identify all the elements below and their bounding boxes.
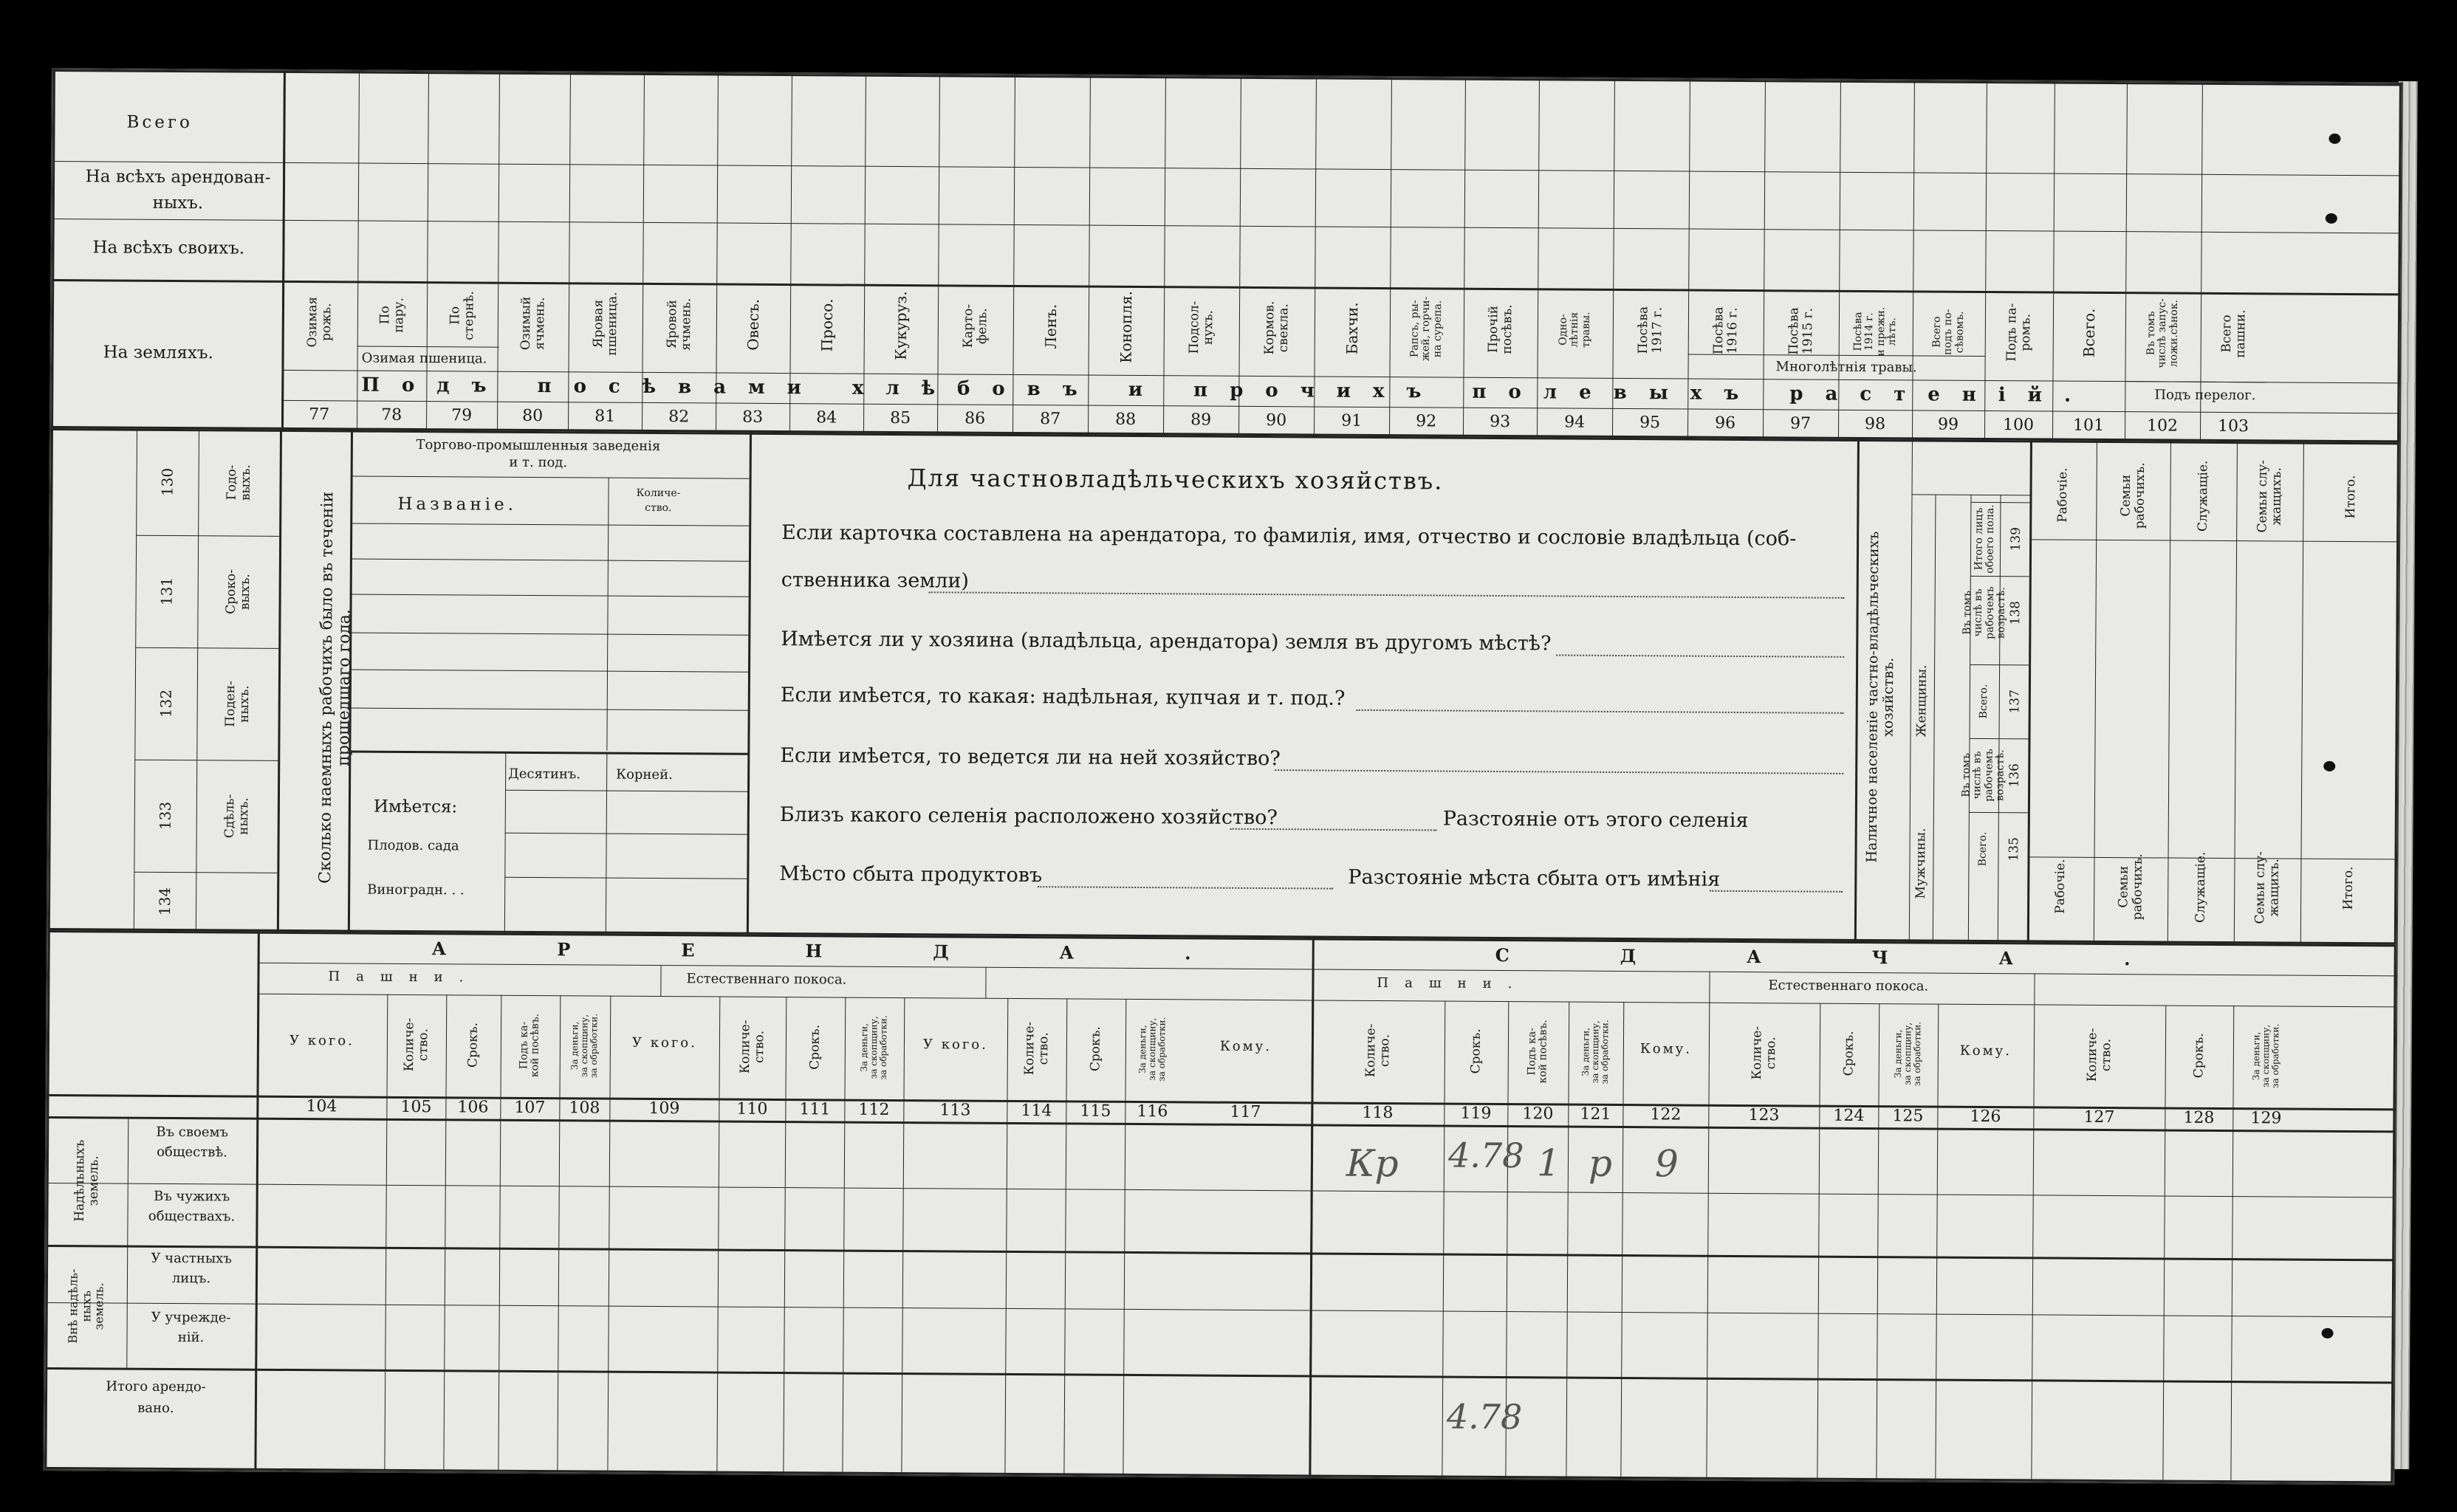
lease-col-number: 126 <box>1970 1107 2001 1127</box>
livestock-number: 134 <box>155 887 174 916</box>
trade-name-header: Названіе. <box>397 494 518 515</box>
lease-col-header: Количе- ство. <box>738 1020 767 1074</box>
trade-title: Торгово-промышленныя заведенія и т. под. <box>416 437 661 471</box>
livestock-label: Годо- выхъ. <box>224 464 253 501</box>
vne-nadelnye-group: Внѣ надѣль- ныхъ земель. <box>66 1268 106 1344</box>
lease-col-header: Кому. <box>1959 1042 2012 1059</box>
imeetsya-label: Имѣется: <box>373 797 458 817</box>
lease-col-number: 120 <box>1522 1104 1554 1124</box>
lease-col-number: 118 <box>1362 1103 1394 1123</box>
livestock-label: Поден- ныхъ. <box>222 681 252 727</box>
crop-col-label: Озимый ячмень. <box>518 296 548 351</box>
pop-col-label: Въ томъ числѣ въ рабочемъ возрастѣ. <box>1961 586 2008 639</box>
lease-col-header: Срокъ. <box>1841 1031 1857 1076</box>
workers-title: Сколько наемныхъ рабочихъ было въ теченіи прошедшаго года. <box>316 491 354 884</box>
lease-col-header: За деньги, за скопщину, за обработки. <box>1580 1020 1611 1085</box>
crop-col-label: Кукуруз. <box>891 291 911 360</box>
lease-col-number: 123 <box>1748 1106 1780 1125</box>
pod-perelog-label: Подъ перелог. <box>2154 387 2256 404</box>
lease-col-number: 107 <box>514 1098 546 1118</box>
lease-col-number: 113 <box>939 1101 971 1120</box>
staff-col-label-bottom: Рабочіе. <box>2052 859 2069 914</box>
trade-qty-header: Количе- ство. <box>636 487 681 514</box>
pop-col-number: 138 <box>2008 600 2023 625</box>
livestock-number: 133 <box>156 801 174 831</box>
crop-col-label: Посѣва 1915 г. <box>1786 307 1816 355</box>
pod-posevami-heading: Подъ посѣвами хлѣбовъ и прочихъ полевыхъ растеній. <box>361 374 2094 407</box>
punch-hole <box>2322 1328 2334 1339</box>
crop-col-label: Въ томъ числѣ запус- ложи.сѣнок. <box>2145 298 2180 368</box>
crop-col-label: Одно- лѣтнія травы. <box>1557 312 1592 348</box>
lease-col-header: Срокъ. <box>807 1024 823 1070</box>
livestock-number: 131 <box>157 577 176 606</box>
lease-col-number: 115 <box>1080 1102 1111 1121</box>
row-uchrezhd: У учрежде- ній. <box>151 1309 231 1346</box>
staff-col-label-top: Семьи рабочихъ. <box>2118 462 2148 529</box>
crop-col-label: Озимая рожь. <box>305 296 335 348</box>
crop-col-label: Подъ па- ромъ. <box>2004 303 2034 362</box>
crop-col-number: 88 <box>1115 410 1137 429</box>
lease-col-header: За деньги, за скопщину, за обработки. <box>2250 1023 2281 1089</box>
punch-hole <box>2329 134 2340 144</box>
lease-col-number: 127 <box>2083 1107 2115 1127</box>
crop-col-number: 78 <box>381 405 402 425</box>
lease-col-number: 109 <box>648 1099 680 1118</box>
crop-col-number: 94 <box>1564 413 1586 432</box>
crop-col-label: Посѣва 1917 г. <box>1635 306 1665 354</box>
crop-col-label: Прочій посѣвъ. <box>1485 304 1515 354</box>
crop-col-number: 97 <box>1790 414 1812 433</box>
row-chuzhih: Въ чужихъ обществахъ. <box>148 1188 236 1225</box>
row-total-leased: Итого арендо- вано. <box>106 1378 206 1416</box>
lease-col-header: У кого. <box>289 1032 354 1049</box>
lease-col-number: 106 <box>457 1098 489 1117</box>
crop-col-label: Посѣва 1916 г. <box>1710 306 1741 355</box>
pop-col-label: Въ томъ числѣ въ рабочемъ возрастѣ. <box>1960 749 2007 802</box>
sdacha-pokos: Естественнаго покоса. <box>1768 977 1929 994</box>
question-market-distance: Разстояніе мѣста сбыта отъ имѣнія <box>1348 865 1721 891</box>
crop-col-number: 83 <box>742 408 764 427</box>
question-village-distance: Разстояніе отъ этого селенія <box>1442 807 1749 833</box>
men-label: Мужчины. <box>1913 828 1929 899</box>
livestock-number: 130 <box>158 467 177 497</box>
staff-col-label-top: Рабочіе. <box>2055 467 2071 523</box>
crop-col-number: 87 <box>1040 410 1061 429</box>
lease-col-header: Количе- ство. <box>1022 1021 1052 1076</box>
crop-col-number: 100 <box>2003 416 2035 435</box>
crop-col-label: Овесъ. <box>744 298 763 351</box>
lease-col-header: Количе- ство. <box>1363 1023 1393 1078</box>
crop-col-number: 91 <box>1341 411 1363 430</box>
question-owner-line2: ственника земли) <box>781 568 970 593</box>
lease-col-header: Срокъ. <box>1088 1026 1103 1072</box>
row-label-total: Всего <box>126 112 193 133</box>
question-other-land: Имѣется ли у хозяина (владѣльца, арендатора) земля въ другомъ мѣстѣ? <box>781 628 1552 656</box>
lease-col-number: 117 <box>1230 1102 1261 1122</box>
lease-col-header: Количе- ство. <box>402 1017 431 1072</box>
crop-col-label: Всего подъ по- сѣвомъ. <box>1930 309 1966 355</box>
crop-col-number: 89 <box>1190 410 1212 430</box>
punch-hole <box>2326 213 2337 224</box>
livestock-number: 132 <box>157 689 175 718</box>
crop-col-number: 103 <box>2218 416 2249 436</box>
lease-col-number: 122 <box>1650 1105 1682 1124</box>
question-market: Мѣсто сбыта продуктовъ <box>779 862 1043 887</box>
population-title: Наличное населеніе частно-владѣльческихъ хозяйствъ. <box>1863 531 1897 863</box>
crop-col-number: 96 <box>1715 413 1736 433</box>
lease-col-header: Срокъ. <box>465 1022 481 1068</box>
arenda-heading: АРЕНДА. <box>431 938 1302 965</box>
staff-col-label-top: Итого. <box>2343 475 2359 519</box>
crop-col-number: 85 <box>890 408 911 428</box>
lease-col-number: 125 <box>1892 1107 1924 1126</box>
lease-col-header: Количе- ство. <box>2084 1028 2114 1082</box>
lease-col-header: У кого. <box>922 1037 988 1053</box>
lease-col-header: За деньги, за скопщину, за обработки. <box>1892 1021 1923 1087</box>
private-holdings-title: Для частновладѣльческихъ хозяйствъ. <box>907 464 1444 495</box>
lease-col-number: 128 <box>2183 1108 2215 1127</box>
crop-col-label: Подсол- нухъ. <box>1186 300 1216 354</box>
pop-col-number: 139 <box>2008 526 2023 551</box>
crop-col-number: 86 <box>964 409 986 428</box>
staff-col-label-bottom: Семьи рабочихъ. <box>2116 853 2145 921</box>
lease-col-number: 104 <box>306 1097 337 1116</box>
sdacha-pashni: Пашни. <box>1377 975 1529 992</box>
lease-col-header: Срокъ. <box>1468 1028 1484 1074</box>
vinograd-label: Виноградн. . . <box>367 882 465 898</box>
census-card <box>43 68 2403 1485</box>
lease-col-number: 112 <box>858 1100 890 1119</box>
hw-total: 4.78 <box>1446 1396 1523 1437</box>
crop-col-label: Яровая пшеница. <box>591 292 620 356</box>
lease-col-header: Кому. <box>1219 1038 1272 1055</box>
crop-col-number: 81 <box>594 407 616 426</box>
ozimaya-pshenitsa-label: Озимая пшеница. <box>361 350 487 367</box>
staff-col-label-bottom: Служащіе. <box>2193 851 2209 924</box>
hw-srok: 1 <box>1536 1141 1560 1185</box>
crop-col-number: 84 <box>816 408 837 427</box>
lease-col-header: За деньги, за скопщину, за обработки. <box>858 1015 889 1080</box>
arenda-pokos: Естественнаго покоса. <box>686 971 847 988</box>
punch-hole <box>2323 761 2335 772</box>
crop-col-number: 102 <box>2147 416 2179 436</box>
hw-posev: р <box>1588 1141 1613 1185</box>
hw-komu: Кр <box>1346 1141 1399 1186</box>
lease-col-header: За деньги, за скопщину, за обработки. <box>1137 1017 1168 1082</box>
lease-col-number: 124 <box>1833 1106 1865 1126</box>
question-farming: Если имѣется, то ведется ли на ней хозяйство? <box>780 744 1281 771</box>
plodov-sada-label: Плодов. сада <box>367 837 459 854</box>
crop-col-number: 93 <box>1490 412 1511 432</box>
crop-col-label: Просо. <box>818 298 837 352</box>
row-chastnyh: У частныхъ лицъ. <box>151 1250 232 1287</box>
crop-col-label: Конопля. <box>1117 290 1136 363</box>
crop-col-label: Всего пашни. <box>2219 309 2249 358</box>
crop-col-label: Рапсъ, ры- жей, горчи- на сурепа. <box>1408 296 1444 362</box>
mnogoletnie-label: Многолѣтнія травы. <box>1775 359 1917 376</box>
livestock-label: Сдѣль- ныхъ. <box>222 794 251 839</box>
lease-col-header: Кому. <box>1639 1041 1693 1057</box>
row-label-own: На всѣхъ своихъ. <box>92 238 245 258</box>
row-svoem: Въ своемъ обществѣ. <box>156 1124 229 1161</box>
crop-col-label: Кормов. свекла. <box>1261 300 1292 355</box>
lease-col-number: 108 <box>569 1099 600 1118</box>
lease-col-header: Подъ ка- кой посѣвъ. <box>1526 1020 1550 1084</box>
row-label-lands: На земляхъ. <box>103 343 213 363</box>
lease-col-number: 110 <box>736 1099 768 1118</box>
lease-col-number: 129 <box>2250 1109 2282 1128</box>
crop-col-number: 79 <box>451 406 473 425</box>
crop-col-label: Яровой ячмень. <box>665 298 694 351</box>
crop-col-number: 99 <box>1938 415 1959 434</box>
crop-col-number: 95 <box>1639 413 1661 433</box>
staff-col-label-bottom: Семьи слу- жащихъ. <box>2252 851 2282 924</box>
pop-col-number: 136 <box>2007 763 2022 788</box>
lease-table-frame <box>44 930 2396 1483</box>
crop-col-label: Посѣва 1914 г. и прежн. лѣтъ. <box>1851 306 1899 357</box>
crop-col-number: 98 <box>1865 415 1886 434</box>
staff-col-label-top: Семьи слу- жащихъ. <box>2255 460 2284 533</box>
pop-col-label: Всего. <box>1976 831 1990 867</box>
sdacha-heading: СДАЧА. <box>1495 944 2241 971</box>
livestock-label: Сроко- выхъ. <box>223 569 253 614</box>
crop-col-number: 82 <box>668 408 690 427</box>
crop-col-number: 80 <box>522 406 544 426</box>
crop-col-label: Ленъ. <box>1041 303 1060 349</box>
hw-za-dengi: 9 <box>1654 1142 1679 1186</box>
crop-col-label: По стернѣ. <box>448 290 477 340</box>
nadelnye-group: Надѣльныхъ земель. <box>72 1139 102 1222</box>
lease-col-header: У кого. <box>631 1034 697 1051</box>
lease-col-number: 111 <box>799 1100 831 1119</box>
crop-col-label: Бахчи. <box>1343 302 1362 355</box>
crop-col-number: 92 <box>1416 412 1437 431</box>
lease-col-number: 116 <box>1137 1102 1168 1121</box>
crop-col-number: 101 <box>2073 416 2105 435</box>
pop-col-label: Всего. <box>1977 684 1990 719</box>
crop-col-label: По пару. <box>377 297 407 333</box>
staff-col-label-top: Служащіе. <box>2195 460 2211 532</box>
crop-col-label: Всего. <box>2080 308 2099 358</box>
pop-col-number: 135 <box>2007 836 2022 862</box>
lease-col-header: Подъ ка- кой посѣвъ. <box>518 1013 542 1078</box>
lease-col-header: За деньги, за скопщину, за обработки. <box>569 1013 600 1079</box>
lease-col-number: 119 <box>1460 1104 1492 1123</box>
lease-col-header: Количе- ство. <box>1749 1025 1779 1080</box>
lease-col-header: Срокъ. <box>2191 1033 2207 1079</box>
crop-col-number: 90 <box>1266 411 1287 430</box>
arenda-pashni: Пашни. <box>328 969 480 986</box>
crop-col-label: Карто- фель. <box>961 303 990 348</box>
women-label: Женщины. <box>1914 664 1930 738</box>
staff-col-label-bottom: Итого. <box>2340 866 2357 910</box>
pop-col-label: Итого лицъ обоего пола. <box>1973 504 1997 574</box>
hw-qty: 4.78 <box>1447 1135 1524 1176</box>
pop-col-number: 137 <box>2007 689 2023 714</box>
crop-col-number: 77 <box>309 405 330 425</box>
question-land-type: Если имѣется, то какая: надѣльная, купчая и т. под.? <box>780 684 1346 710</box>
desyatin-header: Десятинъ. <box>508 766 581 783</box>
lease-col-number: 105 <box>400 1097 432 1117</box>
korney-header: Корней. <box>616 766 673 783</box>
lease-col-number: 121 <box>1580 1104 1611 1124</box>
lease-col-number: 114 <box>1021 1102 1052 1121</box>
question-owner-line1: Если карточка составлена на арендатора, то фамилія, имя, отчество и сословіе владѣльца (соб- <box>781 521 1797 551</box>
row-label-rented: На всѣхъ арендован- ныхъ. <box>85 167 271 213</box>
question-village: Близъ какого селенія расположено хозяйство? <box>779 803 1278 830</box>
